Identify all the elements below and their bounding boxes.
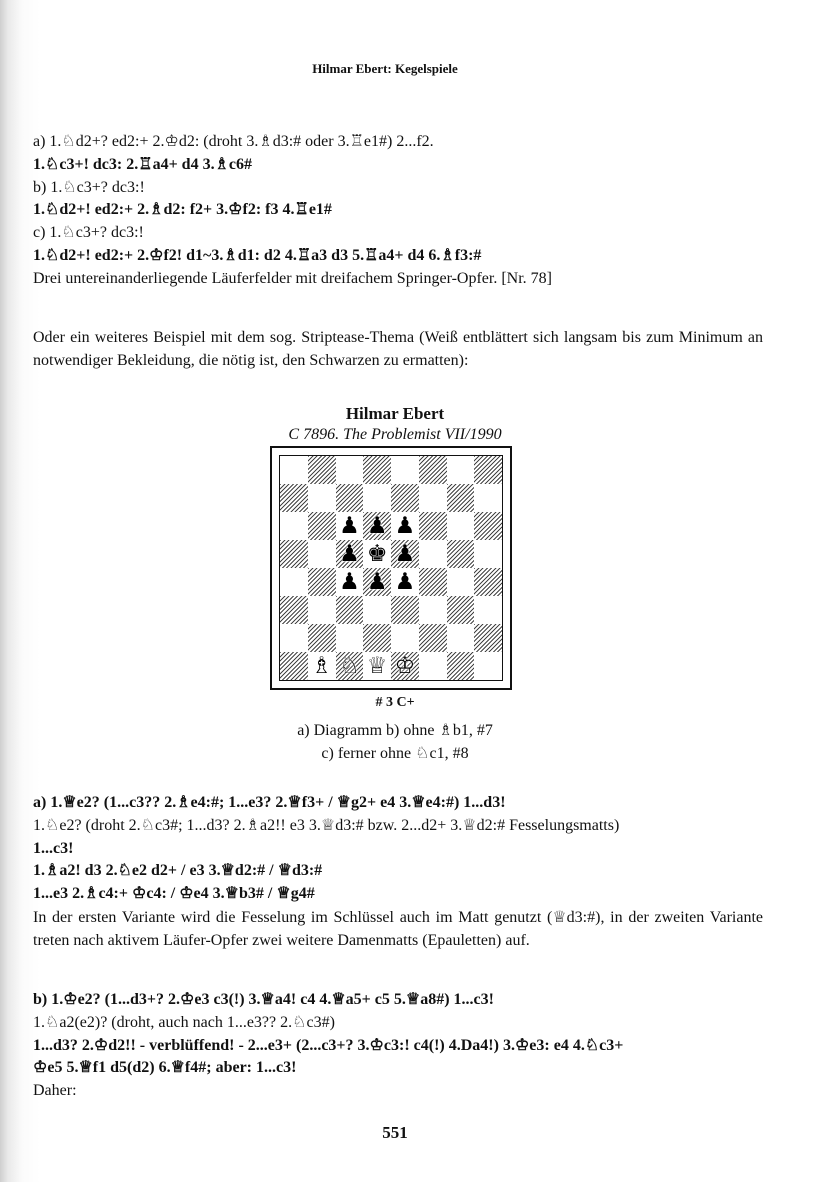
board-square: [419, 540, 447, 568]
board-square: [363, 624, 391, 652]
board-square: [280, 596, 308, 624]
board-square: [391, 624, 419, 652]
solution-line: 1.♘c3+! dc3: 2.♖a4+ d4 3.♗c6#: [33, 155, 253, 173]
board-square: [391, 596, 419, 624]
board-square: [336, 512, 364, 540]
board-square: [336, 568, 364, 596]
chess-piece-icon: ♟: [394, 540, 416, 567]
board-square: [308, 652, 336, 680]
board-square: [280, 456, 308, 484]
solution-line: a) 1.♕e2? (1...c3?? 2.♗e4:#; 1...e3? 2.♕f3+ / ♕g2+ e4 3.♕e4:#) 1...d3!: [33, 794, 506, 811]
board-square: [474, 512, 502, 540]
board-square: [391, 540, 419, 568]
solution-block-1: [33, 131, 763, 291]
board-square: [336, 484, 364, 512]
board-square: [419, 596, 447, 624]
board-square: [474, 652, 502, 680]
diagram-caption: [0, 403, 790, 445]
board-square: [447, 456, 475, 484]
solution-line: c) 1.♘c3+? dc3:!: [33, 224, 144, 242]
board-square: [474, 484, 502, 512]
board-square: [391, 456, 419, 484]
board-square: [447, 568, 475, 596]
board-square: [280, 652, 308, 680]
board-square: [308, 596, 336, 624]
board-square: [336, 596, 364, 624]
chess-piece-icon: ♟: [394, 568, 416, 595]
twin-line-b: c) ferner ohne ♘c1, #8: [321, 745, 469, 762]
solution-line: ♔e5 5.♕f1 d5(d2) 6.♕f4#; aber: 1...c3!: [33, 1059, 297, 1077]
chess-piece-icon: ♘: [339, 652, 360, 679]
chess-piece-icon: ♚: [366, 540, 388, 567]
board-square: [336, 624, 364, 652]
board-square: [363, 512, 391, 540]
diagram-source: C 7896. The Problemist VII/1990: [288, 426, 502, 443]
board-square: [419, 456, 447, 484]
board-square: [363, 456, 391, 484]
board-square: [391, 568, 419, 596]
board-square: [280, 484, 308, 512]
board-square: [447, 652, 475, 680]
board-square: [474, 540, 502, 568]
chess-piece-icon: ♟: [366, 568, 388, 595]
solution-line: 1...d3? 2.♔d2!! - verblüffend! - 2...e3+ (2...c3+? 3.♔c3:! c4(!) 4.Da4!) 3.♔e3: e4 4.♘c3+: [33, 1036, 624, 1054]
board-square: [363, 540, 391, 568]
board-square: [336, 652, 364, 680]
chess-piece-icon: ♟: [339, 512, 360, 539]
board-square: [308, 484, 336, 512]
twin-line-a: a) Diagramm b) ohne ♗b1, #7: [297, 722, 493, 739]
solution-line: b) 1.♔e2? (1...d3+? 2.♔e3 c3(!) 3.♕a4! c4 4.♕a5+ c5 5.♕a8#) 1...c3!: [33, 991, 494, 1008]
board-square: [308, 624, 336, 652]
solution-line: Daher:: [33, 1082, 77, 1100]
board-square: [447, 624, 475, 652]
board-square: [308, 568, 336, 596]
board-square: [474, 568, 502, 596]
solution-line: 1.♘d2+! ed2:+ 2.♔f2! d1~3.♗d1: d2 4.♖a3 d3 5.♖a4+ d4 6.♗f3:#: [33, 246, 482, 264]
chess-diagram: [270, 446, 512, 690]
board-square: [336, 456, 364, 484]
board-square: [419, 512, 447, 540]
board-square: [474, 456, 502, 484]
stipulation: # 3 C+: [375, 695, 415, 710]
board-square: [419, 568, 447, 596]
solution-line: 1...e3 2.♗c4:+ ♔c4: / ♔e4 3.♕b3# / ♕g4#: [33, 885, 315, 903]
board-square: [280, 540, 308, 568]
chess-piece-icon: ♕: [366, 652, 388, 679]
chess-piece-icon: ♟: [366, 512, 388, 539]
chess-piece-icon: ♟: [339, 540, 360, 567]
board-square: [391, 512, 419, 540]
solution-block-2: [33, 792, 763, 906]
board-square: [363, 568, 391, 596]
chess-piece-icon: ♗: [311, 652, 332, 679]
solution-block-3: [33, 989, 763, 1103]
running-header: Hilmar Ebert: Kegelspiele: [312, 61, 458, 76]
board-square: [363, 596, 391, 624]
solution-line: 1.♘d2+! ed2:+ 2.♗d2: f2+ 3.♔f2: f3 4.♖e1#: [33, 201, 332, 219]
solution-line: Drei untereinanderliegende Läuferfelder mit dreifachem Springer-Opfer. [Nr. 78]: [33, 269, 552, 287]
solution-line: 1.♘e2? (droht 2.♘c3#; 1...d3? 2.♗a2!! e3 3.♕d3:# bzw. 2...d2+ 3.♕d2:# Fesselungsmatts): [33, 816, 620, 834]
board-square: [280, 568, 308, 596]
intro-paragraph: Oder ein weiteres Beispiel mit dem sog. Striptease-Thema (Weiß entblättert sich langsam bis zum Minimum an notwendiger Bekleidung, die nötig ist, den Schwarzen zu ermatten):: [33, 329, 763, 369]
chess-piece-icon: ♟: [394, 512, 416, 539]
board-square: [419, 624, 447, 652]
board-square: [308, 456, 336, 484]
solution-line: a) 1.♘d2+? ed2:+ 2.♔d2: (droht 3.♗d3:# oder 3.♖e1#) 2...f2.: [33, 133, 434, 150]
board-square: [363, 484, 391, 512]
board-square: [336, 540, 364, 568]
block2-paragraph: In der ersten Variante wird die Fesselung im Schlüssel auch im Matt genutzt (♕d3:#), in der zweiten Variante treten nach aktivem Läufer-Opfer zwei weitere Damenmatts (Epauletten) auf.: [33, 909, 763, 949]
board-square: [280, 624, 308, 652]
chess-board: [279, 455, 503, 681]
board-square: [447, 596, 475, 624]
chess-piece-icon: ♔: [394, 652, 416, 679]
diagram-author: Hilmar Ebert: [345, 404, 445, 423]
board-square: [447, 540, 475, 568]
board-square: [391, 484, 419, 512]
board-square: [280, 512, 308, 540]
board-square: [474, 596, 502, 624]
solution-line: 1.♘a2(e2)? (droht, auch nach 1...e3?? 2.♘c3#): [33, 1013, 335, 1031]
board-square: [308, 512, 336, 540]
board-square: [308, 540, 336, 568]
solution-line: b) 1.♘c3+? dc3:!: [33, 178, 145, 196]
board-square: [447, 512, 475, 540]
solution-line: 1.♗a2! d3 2.♘e2 d2+ / e3 3.♕d2:# / ♕d3:#: [33, 862, 323, 880]
board-square: [447, 484, 475, 512]
board-square: [419, 484, 447, 512]
board-square: [474, 624, 502, 652]
board-square: [391, 652, 419, 680]
solution-line: 1...c3!: [33, 839, 74, 857]
chess-piece-icon: ♟: [339, 568, 360, 595]
board-square: [363, 652, 391, 680]
board-square: [419, 652, 447, 680]
page-number: 551: [382, 1123, 408, 1142]
